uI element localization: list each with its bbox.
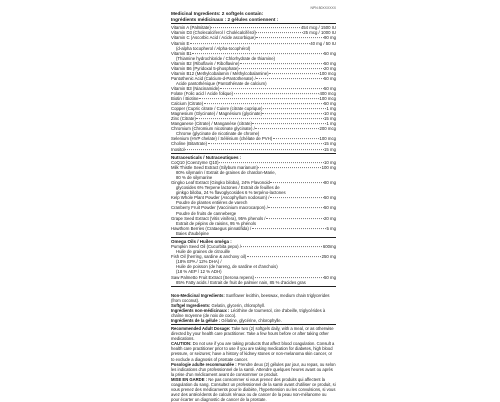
ingredient-row-amount: 15 mg [324, 146, 336, 152]
ingredient-row-name: Vitamin B6 (Pyridoxal 5-phosphate) [171, 65, 239, 71]
dot-leader [220, 88, 324, 89]
ingredient-row-name: Vitamin A (Palmitate) [171, 25, 211, 31]
omega-row-detail: (18% EPA / 12% DHA) / [176, 259, 222, 265]
dot-leader [273, 139, 319, 140]
dot-leader [262, 113, 323, 114]
nutraceutical-row-detail: 80 % de silymarine [176, 175, 213, 181]
ingredient-row-name: Vitamin B2 (Riboflavin / Riboflavine) [171, 60, 240, 66]
ingredient-row-amount: 50 mg [324, 101, 336, 107]
dot-leader [199, 98, 319, 99]
ingredient-row-name: Folate (Folic acid / Acide folique) [171, 90, 234, 96]
ingredient-row-amount: 50 mg [324, 75, 336, 81]
ingredient-row-detail: (Thiamine hydrochloride / Chlorhydrate de thiamine) [176, 55, 276, 61]
dot-leader [258, 167, 321, 168]
ingredient-row-amount: 100 mcg [319, 96, 336, 102]
nutraceutical-row-amount: 50 mg [324, 195, 336, 201]
ingredient-row-amount: 50 mg [324, 50, 336, 56]
heading-divider [171, 23, 336, 24]
nutraceutical-row-detail: Baies d'aubépine [176, 230, 209, 236]
ingredient-row-detail: Acide pantothénique (Pantothénate de calcium) [176, 80, 267, 86]
ingredient-row-amount: 10 mg [324, 111, 336, 117]
dot-leader [263, 108, 326, 109]
medicinal-heading-fr: Ingrédients médicinaux : 2 gélules contiennent : [171, 16, 279, 22]
omega-row-amount: 250 mg [321, 254, 336, 260]
ingredient-row-amount: 15 mg [324, 116, 336, 122]
nutraceutical-row-name: CoQ10 (Coenzyme Q10) [171, 160, 219, 166]
dot-leader [252, 228, 326, 229]
ingredient-row-name: Vitamin B12 (Methylcobalamin / Méthylcobalamine) [171, 70, 269, 76]
nutraceutical-row-amount: 5 mg [326, 225, 336, 231]
omega-row-name: Fish Oil (herring, sardine & anchovy oil) [171, 254, 247, 260]
nutraceutical-row-name: Milk Thistle Seed Extract (Silybum marianum) [171, 165, 258, 171]
dot-leader [192, 53, 323, 54]
ingredient-row-amount: 90 mg [324, 35, 336, 41]
npn-code: NPN 80XXXXXX [310, 6, 336, 10]
ingredient-row-name: Choline (Bitartrate) [171, 141, 208, 147]
ingredient-row-name: Selenium (HVP chelate) / Sélénium (chélate de PVH) [171, 136, 273, 142]
dot-leader [269, 73, 319, 74]
ingredient-row-amount: 100 mcg [319, 70, 336, 76]
nutraceutical-row-detail: Extrait de pépins de raisins, 95 % phénols [176, 220, 257, 226]
ingredient-row-name: Chromium (Chromium nicotinate glycinate) / [171, 126, 255, 132]
dot-leader [239, 68, 324, 69]
ingredient-row-name: Copper (Cupric citrate / Cuivre (citrate cuprique) [171, 106, 263, 112]
dot-leader [256, 33, 302, 34]
nutraceutical-row-name: Kelp Whole Plant Powder (Ascophyllum nodosum) / [171, 195, 270, 201]
dot-leader [240, 63, 324, 64]
dot-leader [268, 208, 323, 209]
omega-row-detail: Huile de graines de citrouille [176, 249, 230, 255]
dot-leader [208, 144, 324, 145]
omega-row-amount: 50 mg [324, 274, 336, 280]
nutraceutical-row-detail: 80% silymarin / Extrait de graines de chardon-Marie, [176, 170, 276, 176]
dot-leader [211, 27, 300, 28]
ingredient-row-name: Vitamin D3 (Cholecalciferol / Cholécalciférol) [171, 30, 256, 36]
omega-row-detail: Huile de poisson (de hareng, de sardine et d'anchois) [176, 264, 278, 270]
nutraceutical-row-detail: glycosides 6% Terpene lactones / Extrait de feuilles de [176, 185, 280, 191]
dot-leader [252, 123, 325, 124]
ingredient-row-name: Manganese (Citrate) / Manganèse (citrate) [171, 121, 252, 127]
nutraceutical-row-amount: 10 mg [324, 160, 336, 166]
directions-en: Recommended Adult Dosage: Take two (2) softgels daily, with a meal, or as otherwise directed by your health care practitioner. Take a few hours before or after taking other medications. CAUTION: Do not use if you are taking products that affect blood coagulation. Consult a health care practitioner prior to use if you are taking medication for diabetes, high blood pressure, or seizures; have a history of kidney stones or non-melanoma skin cancer, or to exclude a diagnosis of prostate cancer. Posologie adulte recommandée : Prendre deux (2) gélules par jour, au repas, ou selon les indications d'un professionnel de la santé. Attendre quelques heures avant ou après la prise d'un médicament avant de consommer ce produit. MISE EN GARDE : Ne pas consommer si vous prenez des produits qui affectent la coagulation du sang. Consultez un professionnel de la santé avant d'utiliser ce produit, si vous prenez des médicaments pour le diabète, l'hypertension ou les convulsions, si vous avez des antécédents de calculs rénaux ou de cancer de la peau non-mélanome ou pour écarter un diagnostic de cancer de la prostate. [171, 326, 336, 402]
omega-divider [171, 237, 336, 238]
omega-heading: Omega Oils / Huiles oméga : [171, 238, 232, 244]
ingredient-row-amount: 454 mcg / 1500 IU [300, 25, 336, 31]
ingredient-row-name: Pantothenic Acid (Calcium-d-Pantothenate) / [171, 75, 256, 81]
ingredient-row-amount: 15 mg [324, 141, 336, 147]
nutraceutical-row-amount: 50 mg [324, 205, 336, 211]
nutraceutical-row-name: Hawthorn Berries (Crataegus pinnatifida) / [171, 225, 252, 231]
directions-divider [171, 324, 336, 325]
ingredient-row-name: Inositol [171, 146, 185, 152]
omega-row-name: Pumpkin Seed Oil (Cucurbita pepo) / [171, 244, 241, 250]
dot-leader [185, 149, 323, 150]
ingredient-row-name: Vitamin B1 [171, 50, 192, 56]
ingredient-row-detail: Chrome (glycinate de nicotinate de chrome) [176, 131, 260, 137]
dot-leader [270, 182, 323, 183]
nutraceuticals-divider [171, 153, 336, 154]
nutraceutical-row-name: Cranberry Fruit Powder (Vaccinium macrocarpon) / [171, 205, 268, 211]
supplement-facts-label [171, 6, 336, 402]
dot-leader [266, 218, 324, 219]
dot-leader [255, 128, 319, 129]
ingredient-row-amount: 100 mcg [319, 136, 336, 142]
nutraceutical-row-amount: 80 mg [324, 180, 336, 186]
nutraceutical-row-detail: Poudre de fruits de canneberge [176, 210, 237, 216]
medicinal-heading-en: Medicinal Ingredients: 2 softgels contain: [171, 11, 264, 16]
dot-leader [219, 162, 324, 163]
ingredient-row-name: Biotin / Biotine [171, 96, 199, 102]
nutraceutical-row-detail: Poudre de plantes entières de varech [176, 200, 248, 206]
dot-leader [255, 277, 324, 278]
dot-leader [247, 256, 321, 257]
ingredient-row-name: Vitamin C (Ascorbic Acid / Acide ascorbique) [171, 35, 256, 41]
ingredient-row-amount: 400 mcg [319, 90, 336, 96]
dot-leader [241, 246, 322, 247]
ingredient-list [171, 25, 336, 151]
nutraceutical-list [171, 160, 336, 236]
ingredient-row-amount: 1 mg [326, 121, 336, 127]
ingredient-row-amount: 20 mg [324, 65, 336, 71]
dot-leader [256, 78, 323, 79]
dot-leader [190, 43, 310, 44]
ingredient-row-amount: 50 mg [324, 60, 336, 66]
omega-row-detail: 85% Fatty acids / Extrait de fruit de palmier nain, 85 % d'acides gras [176, 279, 306, 285]
dot-leader [256, 38, 323, 39]
dot-leader [204, 103, 324, 104]
non-medicinal-en: Non-Medicinal Ingredients: Sunflower lecithin, beeswax, medium chain triglycerides (from coconut). Softgel Ingredients: Gelatin, glycerin, chlorophyll. Ingrédients non-médicinaux : Lécithine de tournesol, cire d'abeille, triglycérides à chaîne moyenne (de noix de coco). Ingrédients de la gélule : Gélatine, glycérine, chlorophylle. [171, 292, 330, 324]
dot-leader [270, 197, 324, 198]
ingredient-row-detail: (d-alpha tocopherol / Alpha-tocophérol) [176, 45, 251, 51]
nutraceutical-row-amount: 20 mg [324, 215, 336, 221]
ingredient-row-amount: 40 mg / 50 IU [310, 40, 336, 46]
ingredient-row-name: Vitamin E [171, 40, 190, 46]
ingredient-row-amount: 50 mg [324, 85, 336, 91]
nutraceutical-row-name: Gingko Leaf Extract (Gingko biloba), 24% Flavonoid [171, 180, 270, 186]
ingredient-row-name: Zinc (Citrate) [171, 116, 196, 122]
nutraceuticals-heading: Nutraceuticals / Nutraceutiques : [171, 154, 242, 160]
dot-leader [196, 118, 323, 119]
ingredient-row-amount: 200 mcg [319, 126, 336, 132]
omega-row-detail: (18 % AEP / 12 % ADH) [176, 269, 222, 275]
nutraceutical-row-detail: ginkgo biloba, 24 % flavoglycosides 6 % terpéno-lactones [176, 190, 286, 196]
ingredient-row [171, 147, 336, 152]
dot-leader [234, 93, 319, 94]
ingredient-row-name: Vitamin B3 (Niacinamide) [171, 85, 220, 91]
nutraceutical-row-amount: 100 mg [321, 165, 336, 171]
ingredient-row-amount: 1 mg [326, 106, 336, 112]
ingredient-row-amount: 25 mcg / 1000 IU [303, 30, 336, 36]
omega-row-name: Saw Palmetto Fruit Extract (Serona repens) [171, 274, 255, 280]
ingredient-row-name: Calcium (Citrate) [171, 101, 204, 107]
non-medicinal-divider [171, 286, 336, 287]
ingredient-row-name: Magnesium (Glycinate) / Magnésium (glycinate) [171, 111, 262, 117]
omega-row-amount: 600mg [322, 244, 336, 250]
omega-list [171, 244, 336, 284]
nutraceutical-row-name: Grape Seed Extract (Vitis vinifera), 95% phenols / [171, 215, 266, 221]
